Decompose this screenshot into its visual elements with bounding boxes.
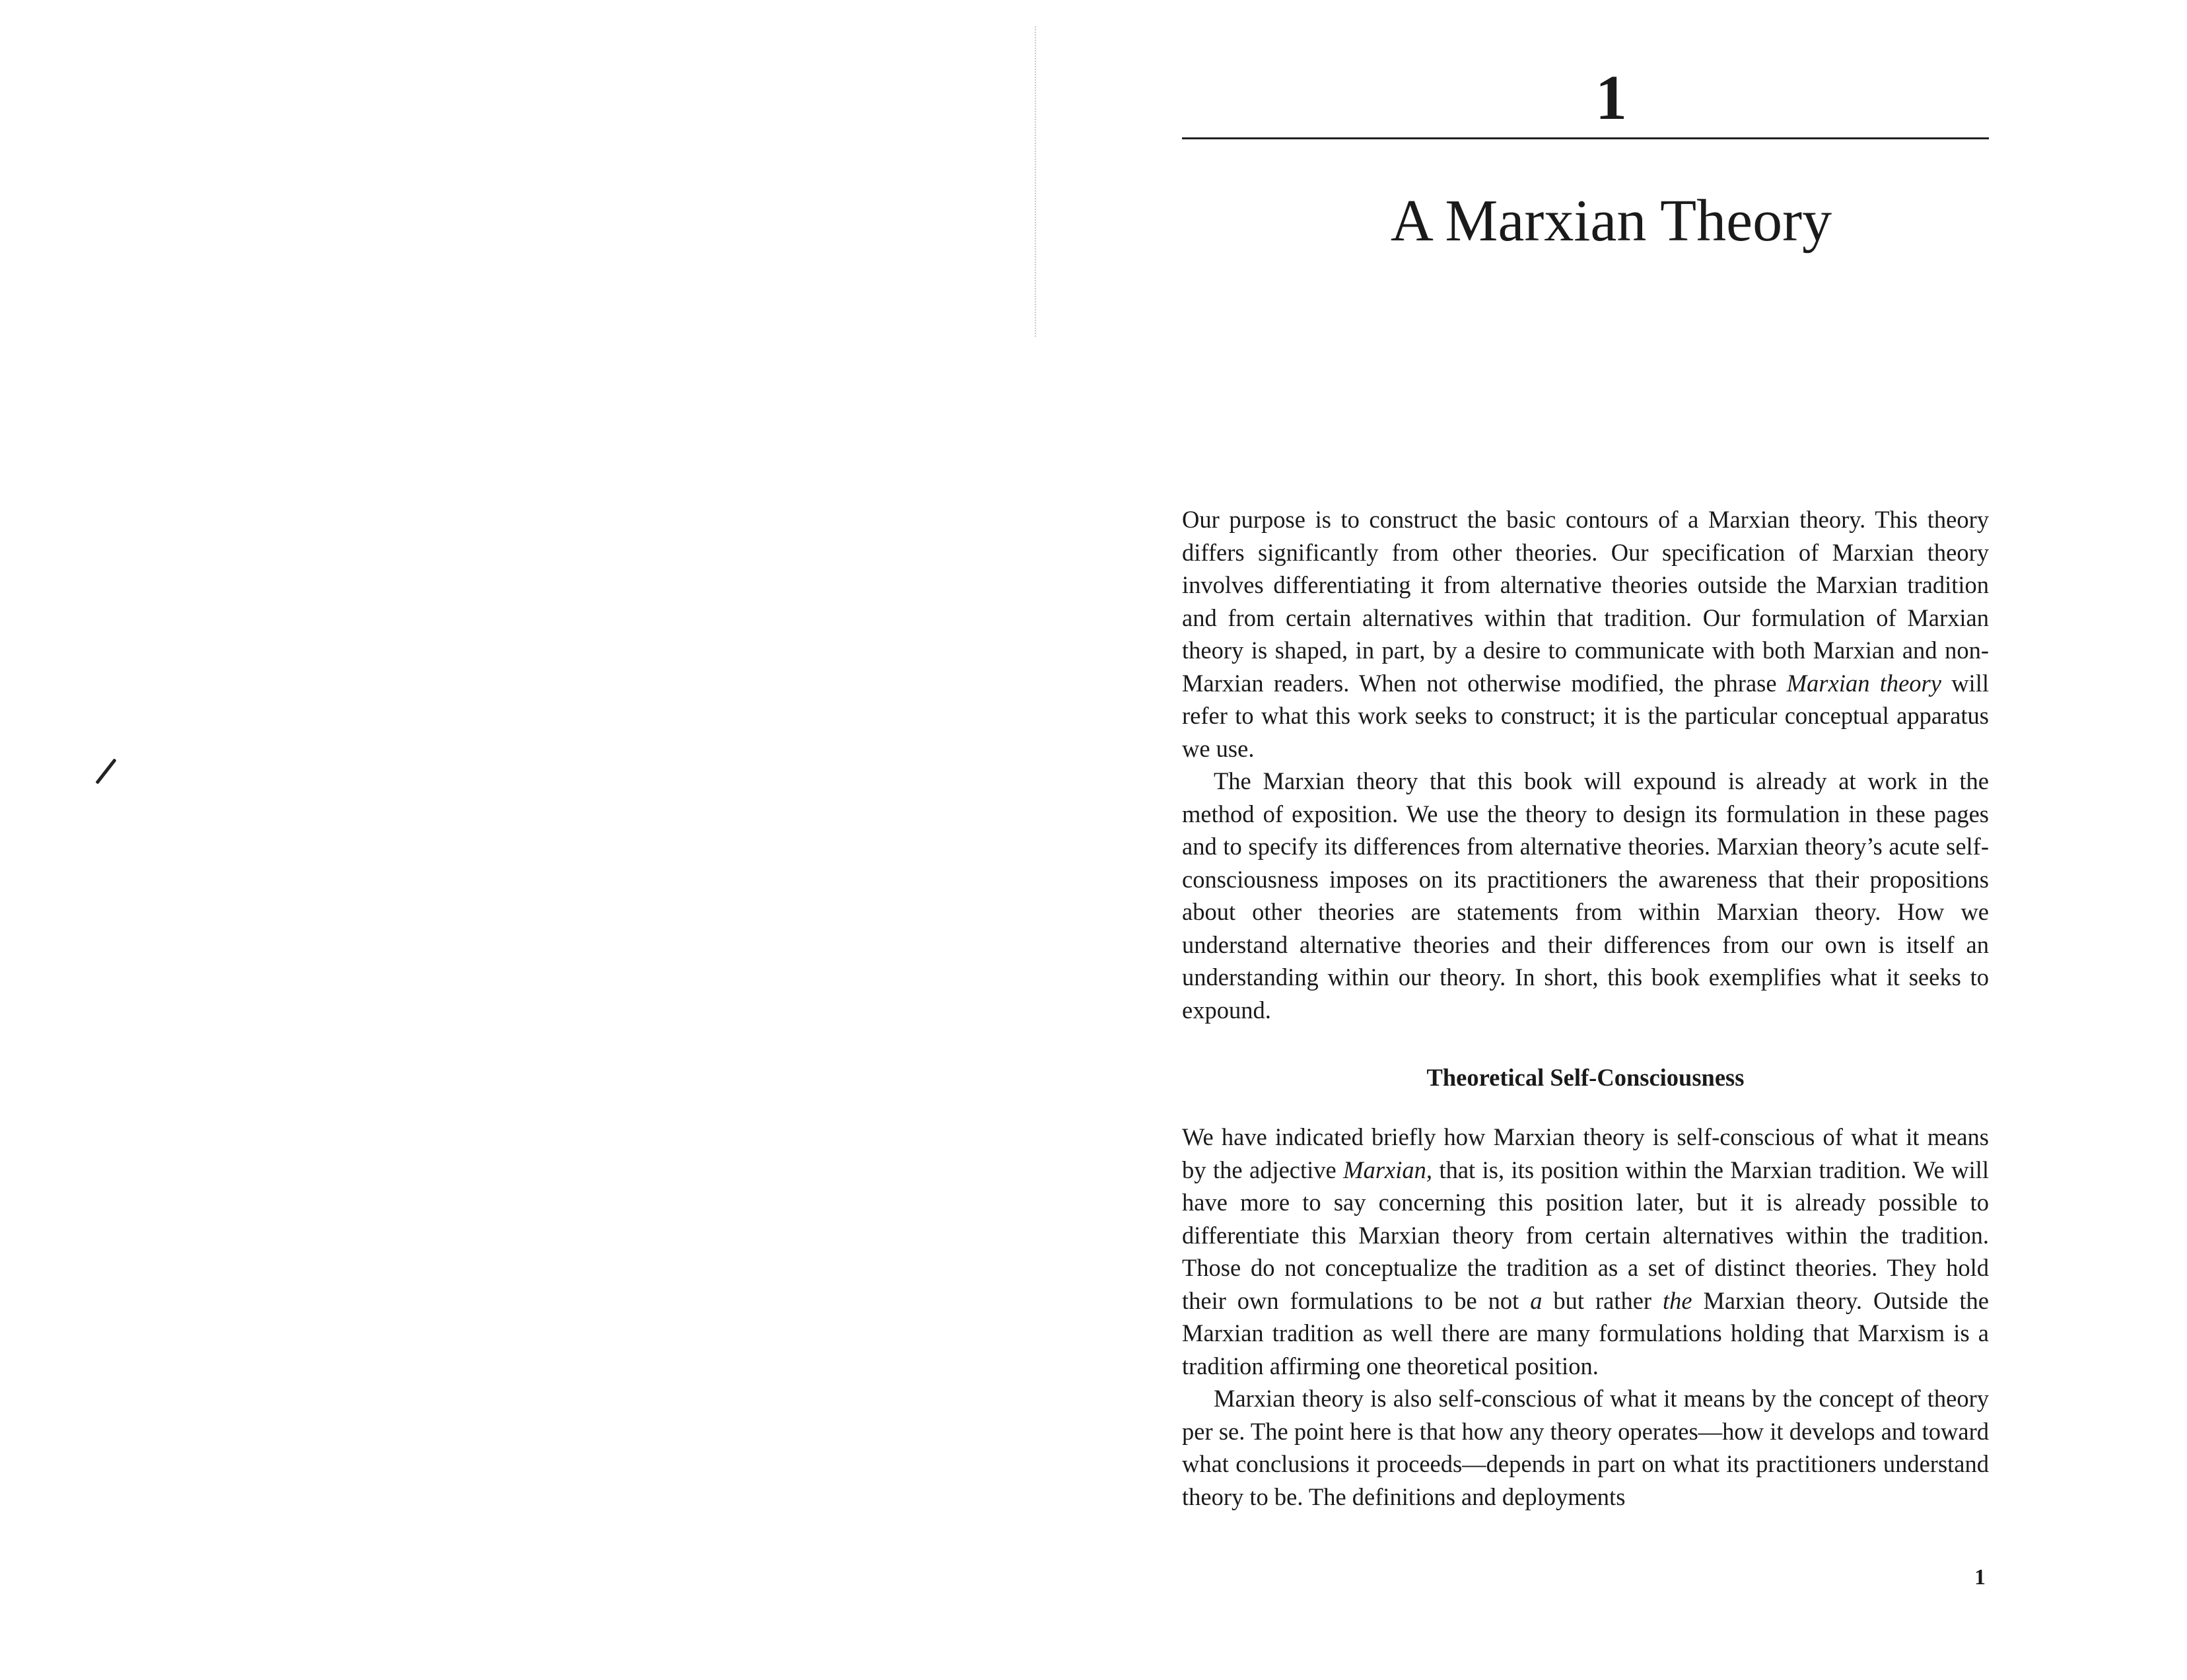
page-number: 1: [1974, 1565, 1986, 1590]
gutter-shadow: [1035, 26, 1039, 337]
section-paragraph-1: We have indicated briefly how Marxian theory is self-conscious of what it means by the adjective Marxian, that is, its position within the Marxian tradition. We will have more to say concerning this position later, but it is already possible to differentiate this Marxian theory from certain alternatives within the tradition. Those do not conceptualize the tradition as a set of distinct theories. They hold their own formulations to be not a but rather the Marxian theory. Outside the Marxian tradition as well there are many formulations holding that Marxism is a tradition affirming one theoretical position.: [1182, 1123, 1989, 1380]
section-heading: Theoretical Self-Consciousness: [1426, 1064, 1745, 1091]
intro-paragraph-2: The Marxian theory that this book will expound is already at work in the method of exposition. We use the theory to design its formulation in these pages and to specify its differences from alternative theories. Marxian theory’s acute self-consciousness imposes on its practitioners the awareness that their propositions about other theories are statements from within Marxian theory. How we understand alternative theories and their differences from our own is itself an understanding within our theory. In short, this book exemplifies what it seeks to expound.: [1182, 767, 1989, 1024]
section-paragraph-2: Marxian theory is also self-conscious of what it means by the concept of theory per se. The point here is that how any theory operates—how it develops and toward what conclusions it proceeds—depends in part on what its practitioners understand theory to be. The definitions and deployments: [1182, 1385, 1989, 1510]
chapter-rule: [1182, 137, 1989, 139]
right-page: [1175, 0, 2007, 1680]
chapter-title: A Marxian Theory: [1390, 188, 1832, 254]
stray-pen-mark: [95, 758, 116, 784]
intro-paragraph-1: Our purpose is to construct the basic contours of a Marxian theory. This theory differs significantly from other theories. Our specification of Marxian theory involves differentiating it from alternative theories outside the Marxian tradition and from certain alternatives within that tradition. Our formulation of Marxian theory is shaped, in part, by a desire to communicate with both Marxian and non-Marxian readers. When not otherwise modified, the phrase Marxian theory will refer to what this work seeks to construct; it is the particular conceptual apparatus we use.: [1182, 506, 1989, 762]
section-body: [1182, 1121, 1989, 1513]
chapter-number: 1: [1595, 62, 1627, 133]
left-page-blank: [0, 0, 1057, 1680]
intro-body: [1182, 503, 1989, 1026]
